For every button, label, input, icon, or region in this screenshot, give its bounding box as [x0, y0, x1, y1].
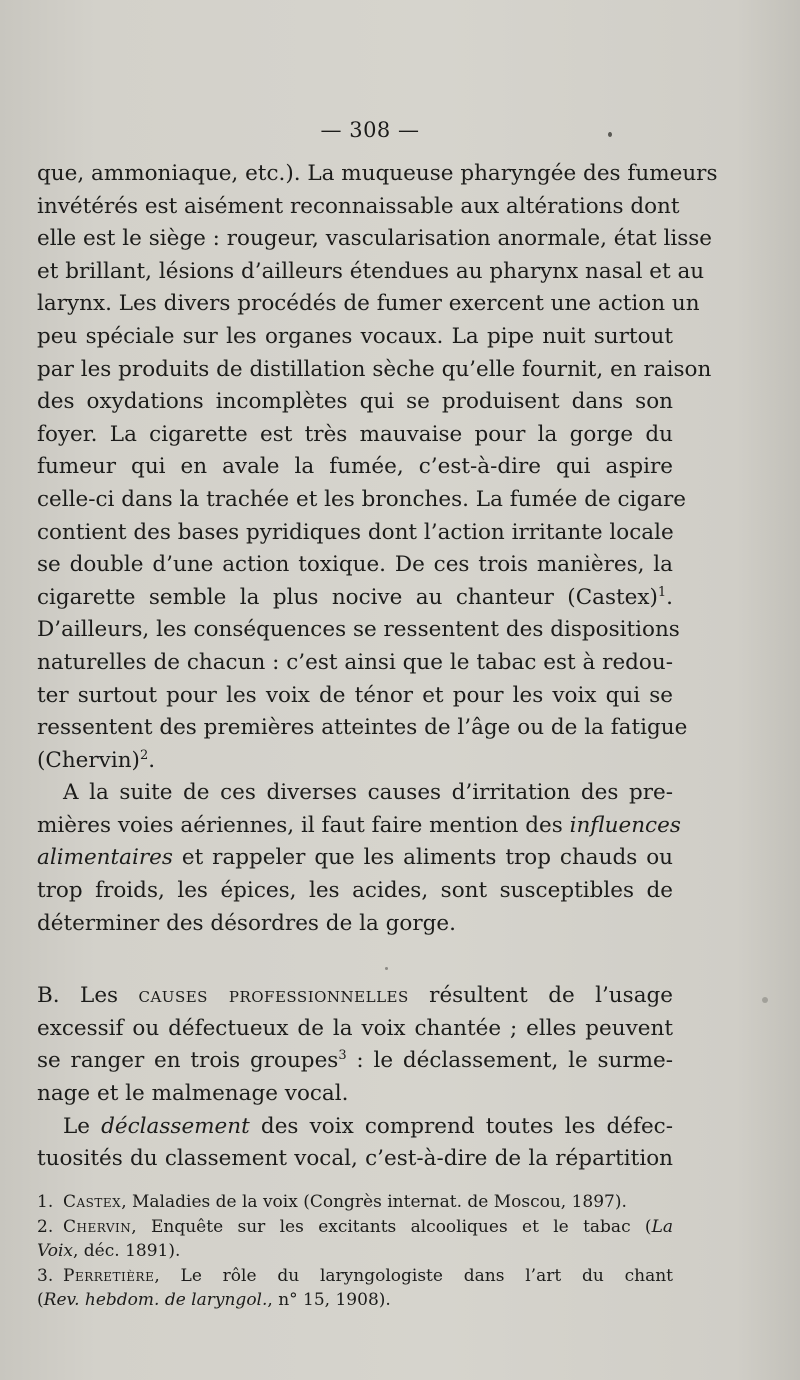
text-line: celle-ci dans la trachée et les bronches. La fumée de cigare	[37, 486, 687, 512]
footnote-ref-3[interactable]: 3	[338, 1048, 347, 1064]
footnote-author: Perretière	[63, 1265, 155, 1286]
text-run: : le déclassement, le surme-	[346, 1048, 673, 1074]
paper-speck	[385, 967, 388, 970]
text-run: Le	[63, 1113, 102, 1139]
text-line: naturelles de chacun : c’est ainsi que le tabac est à redou-	[37, 649, 673, 675]
footnote-text: , Maladies de la voix (Congrès internat. de Moscou, 1897).	[121, 1192, 627, 1212]
footnote-text: , Enquête sur les excitants alcooliques et le tabac (	[131, 1216, 652, 1237]
footnote-3-cont	[37, 1288, 673, 1313]
text-line	[37, 842, 673, 875]
text-line: foyer. La cigarette est très mauvaise pour la gorge du	[37, 421, 673, 447]
footnote-3	[37, 1264, 673, 1289]
text-run: (Chervin)	[37, 747, 140, 773]
footnote-ref-1[interactable]: 1	[657, 584, 667, 600]
text-run: se ranger en trois groupes	[37, 1048, 339, 1074]
footnote-italic: Voix	[37, 1241, 73, 1261]
text-line: des oxydations incomplètes qui se produisent dans son	[37, 389, 673, 415]
text-run: mières voies aériennes, il faut faire mention des	[37, 812, 570, 838]
text-run: .	[666, 584, 673, 610]
page-number: — 308 —	[320, 118, 420, 142]
paragraph-declassement	[37, 1111, 673, 1176]
text-line: ter surtout pour les voix de ténor et pour les voix qui se	[37, 682, 673, 708]
text-line: tuosités du classement vocal, c’est-à-dire de la répartition	[37, 1146, 673, 1172]
paper-speck	[762, 997, 768, 1003]
text-line	[37, 745, 673, 778]
small-caps-heading: causes professionnelles	[138, 983, 409, 1009]
text-line: invétérés est aisément reconnaissable aux altérations dont	[37, 193, 680, 219]
footnote-2-cont	[37, 1239, 673, 1264]
footnote-1	[37, 1190, 673, 1215]
text-line	[37, 1045, 673, 1078]
text-line: par les produits de distillation sèche qu’elle fournit, en raison	[37, 356, 712, 382]
text-line	[37, 810, 681, 843]
text-line: elle est le siège : rougeur, vascularisation anormale, état lisse	[37, 226, 713, 252]
footnote-text: (	[37, 1290, 44, 1310]
text-run: et rappeler que les aliments trop chauds ou	[172, 845, 673, 871]
text-line	[37, 1111, 673, 1144]
paper-speck	[608, 132, 612, 137]
text-line: trop froids, les épices, les acides, sont susceptibles de	[37, 878, 673, 904]
text-line: ressentent des premières atteintes de l’âge ou de la fatigue	[37, 715, 688, 741]
text-line: que, ammoniaque, etc.). La muqueuse pharyngée des fumeurs	[37, 161, 718, 186]
paragraph-alimentary	[37, 777, 681, 940]
text-line: contient des bases pyridiques dont l’action irritante locale	[37, 519, 674, 545]
footnote-number: 1.	[37, 1192, 54, 1212]
text-line	[37, 582, 673, 615]
text-line: peu spéciale sur les organes vocaux. La pipe nuit surtout	[37, 323, 673, 349]
text-line: se double d’une action toxique. De ces trois manières, la	[37, 552, 673, 578]
text-line: déterminer des désordres de la gorge.	[37, 910, 456, 936]
text-line: excessif ou défectueux de la voix chantée ; elles peuvent	[37, 1015, 673, 1041]
footnote-ref-2[interactable]: 2	[139, 747, 149, 763]
footnote-2	[37, 1215, 673, 1240]
text-run: .	[148, 747, 156, 773]
text-line: nage et le malmenage vocal.	[37, 1081, 349, 1107]
footnote-author: Castex	[63, 1192, 122, 1212]
text-run: B. Les	[37, 983, 139, 1009]
footnote-author: Chervin	[63, 1216, 132, 1237]
text-line	[37, 777, 673, 810]
footnote-text: , Le rôle du laryngologiste dans l’art du chant	[154, 1265, 673, 1286]
text-run: A la suite de ces diverses causes d’irritation des pre-	[63, 780, 673, 806]
text-run: résultent de l’usage	[408, 983, 673, 1009]
paragraph-tobacco	[37, 158, 718, 777]
text-line: et brillant, lésions d’ailleurs étendues au pharynx nasal et au	[37, 258, 705, 284]
footnote-italic: La	[651, 1216, 673, 1237]
footnote-text: , déc. 1891).	[72, 1241, 181, 1261]
text-run: cigarette semble la plus nocive au chanteur (Castex)	[37, 584, 658, 610]
text-line: D’ailleurs, les conséquences se ressentent des dispositions	[37, 617, 680, 643]
text-line	[37, 980, 673, 1013]
footnotes	[37, 1190, 673, 1313]
italic-term: alimentaires	[37, 845, 173, 871]
text-run: des voix comprend toutes les défec-	[249, 1113, 673, 1139]
footnote-text: , n° 15, 1908).	[267, 1290, 391, 1310]
footnote-italic: Rev. hebdom. de laryngol.	[43, 1290, 268, 1310]
italic-term: déclassement	[101, 1113, 250, 1139]
footnote-number: 2.	[37, 1216, 54, 1237]
text-line: fumeur qui en avale la fumée, c’est-à-dire qui aspire	[37, 454, 673, 480]
text-line: larynx. Les divers procédés de fumer exercent une action un	[37, 291, 700, 317]
body-text	[37, 158, 718, 1176]
footnote-number: 3.	[37, 1265, 54, 1286]
paragraph-professional-causes	[37, 980, 673, 1110]
italic-term: influences	[569, 812, 681, 838]
